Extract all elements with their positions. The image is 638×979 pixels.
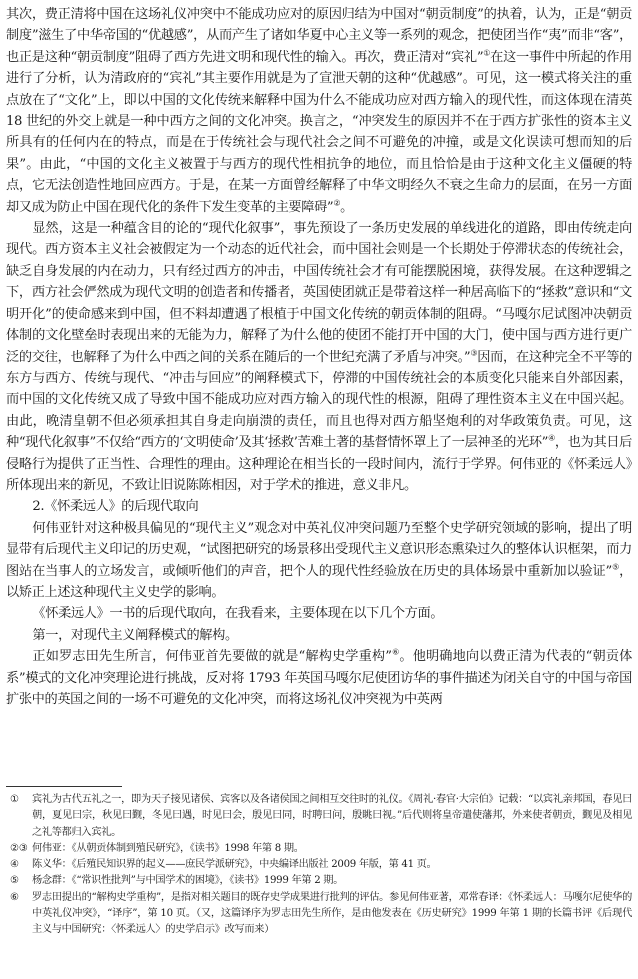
- section-heading: 2.《怀柔远人》的后现代取向: [32, 499, 199, 515]
- text-run: 何伟亚针对这种极具偏见的“现代主义”观念对中英礼仪冲突问题乃至整个史学研究领域的影响，提出了明显带有后现代主义印记的历史观，“试图把研究的场景移出受现代主义意识形态熏染过久的整体认识框架，而力图站在当事人的立场发言，或倾听他们的声音，把个人的现代性经验放在历史的具体场景中重新加以验证”: [6, 520, 632, 579]
- footnote-mark: ②③: [10, 842, 28, 854]
- paragraph-1: [6, 4, 632, 218]
- text-run: 。: [340, 199, 353, 215]
- footnote-text: 何伟亚：《从朝贡体制到殖民研究》，《读书》1998 年第 8 期。: [32, 842, 304, 854]
- footnote-text: 陈义华：《后殖民知识界的起义——庶民学派研究》，中央编译出版社 2009 年版，第 41 页。: [32, 859, 437, 871]
- footnote-ref: ①: [483, 48, 491, 58]
- paragraph-3: [6, 518, 632, 604]
- footnote-text: 罗志田提出的“解构史学重构”，是指对相关题目的既存史学成果进行批判的评估。参见何伟亚著，邓常春译：《怀柔远人：马嘎尔尼使华的中英礼仪冲突》，“译序”，第 10 页。（又，这篇译序为罗志田先生所作，是由他发表在《历史研究》1999 年第 1 期的长篇书评《后现代主义与中国研究：〈怀柔远人〉的史学启示》改写而来）: [32, 891, 632, 936]
- text-run: 其次，费正清将中国在这场礼仪冲突中不能成功应对的原因归结为中国对“朝贡制度”的执着，认为，正是“朝贡制度”滋生了中华帝国的“优越感”，从而产生了诸如华夏中心主义等一系列的观念，把使团当作“夷”而非“客”，也正是这种“朝贡制度”阻碍了西方先进文明和现代性的输入。再次，费正清对“宾礼”: [6, 7, 632, 65]
- footnote-ref: ⑤: [611, 562, 620, 572]
- footnote-mark: ①: [10, 794, 19, 805]
- paragraph-6: [6, 646, 632, 710]
- footnote-ref: ④: [548, 433, 555, 443]
- footnote-text: 宾礼为古代五礼之一，即为天子接见诸侯、宾客以及各诸侯国之间相互交往时的礼仪。《周礼·春官·大宗伯》记载：“以宾礼亲邦国，春见曰朝，夏见曰宗，秋见曰觐，冬见曰遇，时见曰会，殷见曰同，时聘曰问，殷眺曰视。”后代则将皇帝遣使藩邦，外来使者朝贡，觐见及相见之礼等都归入宾礼。: [32, 794, 632, 838]
- text-run: 正如罗志田先生所言，何伟亚首先要做的就是“解构史学重构”: [32, 649, 392, 665]
- text-run: ，以矫正上述这种现代主义史学的影响。: [6, 563, 632, 600]
- text-run: 在这一事件中所起的作用进行了分析，认为清政府的“宾礼”其主要作用就是为了宣泄天朝的这种“优越感”。可见，这一模式将关注的重点放在了“文化”上，即以中国的文化传统来解释中国为什么不能成功应对西方输入的现代性，而这体现在清英 18 世纪的外交上就是一种中西方之间的文化冲突。换言之，“冲突发生的原因并不在于西方扩张性的资本主义所具有的任何内在的特点，而是在于传统社会与现代社会之间不可避免的冲撞，或是文化误读可想而知的后果”。由此，“中国的文化主义被置于与西方的现代性相抗争的地位，而且恰恰是由于这种文化主义僵硬的特点，它无法创造性地回应西方。于是，在某一方面曾经解释了中华文明经久不衰之生命力的层面，在另一方面却又成为防止中国在现代化的条件下发生变革的主要障碍”: [6, 49, 632, 215]
- footnote-item: [6, 841, 632, 857]
- footnote-item: [6, 890, 632, 939]
- text-run: 。他明确地向以费正清为代表的“朝贡体系”模式的文化冲突理论进行挑战，反对将 1793 年英国马嘎尔尼使团访华的事件描述为闭关自守的中国与帝国扩张中的英国之间的一场不可避免的文化冲突，而将这场礼仪冲突视为中英两: [6, 649, 632, 707]
- footnote-ref: ②: [333, 198, 341, 208]
- footnote-ref: ③: [470, 348, 478, 358]
- paragraph-5: 第一，对现代主义阐释模式的解构。: [32, 627, 238, 643]
- footnote-item: [6, 857, 632, 873]
- main-text: [6, 4, 632, 710]
- footnotes: [6, 792, 632, 939]
- text-run: 因而，在这种完全不平等的东方与西方、传统与现代、“冲击与回应”的阐释模式下，停滞的中国传统社会的本质变化只能来自外部因素，而中国的文化传统又成了导致中国不能成功应对西方输入的现代性的根源，阻碍了理性资本主义在中国兴起。由此，晚清皇朝不但必须承担其自身走向崩溃的责任，而且也得对西方船坚炮利的对华政策负责。可见，这种“现代化叙事”不仅给“西方的‘文明使命’及其‘拯救’苦难土著的基督情怀罩上了一层神圣的光环”: [6, 349, 632, 451]
- footnote-divider: [6, 786, 122, 787]
- footnote-ref: ⑥: [391, 647, 400, 657]
- text-run: 显然，这是一种蕴含目的论的“现代化叙事”，事先预设了一条历史发展的单线进化的道路，即由传统走向现代。西方资本主义社会被假定为一个动态的近代社会，而中国社会则是一个长期处于停滞状态的传统社会，缺乏自身发展的内在动力，只有经过西方的冲击，中国传统社会才有可能摆脱困境，获得发展。在这种逻辑之下，西方社会俨然成为现代文明的创造者和传播者，英国使团就正是带着这样一种居高临下的“拯救”意识和“文明开化”的使命感来到中国，但不料却遭遇了根植于中国文化传统的朝贡体制的阻碍。“马嘎尔尼试图冲决朝贡体制的文化壁垒时表现出来的无能为力，解释了为什么他的使团不能打开中国的大门，使中国与西方进行更广泛的交往，也解释了为什么中西之间的关系在随后的一个世纪充满了矛盾与冲突。”: [6, 221, 632, 365]
- paragraph-4: 《怀柔远人》一书的后现代取向，在我看来，主要体现在以下几个方面。: [32, 606, 444, 622]
- paragraph-2: [6, 218, 632, 496]
- footnote-text: 杨念群：《“常识性批判”与中国学术的困境》，《读书》1999 年第 2 期。: [32, 875, 344, 887]
- footnote-item: [6, 792, 632, 841]
- footnote-mark: ⑥: [10, 891, 19, 903]
- footnote-mark: ⑤: [10, 875, 19, 887]
- footnote-item: [6, 873, 632, 889]
- text-run: ，也为其日后侵略行为提供了正当性、合理性的理由。这种理论在相当长的一段时间内，流行于学界。何伟亚的《怀柔远人》所体现出来的新见，不致让旧说陈陈相因，对于学术的推进，意义非凡。: [6, 435, 632, 493]
- footnote-mark: ④: [10, 859, 19, 871]
